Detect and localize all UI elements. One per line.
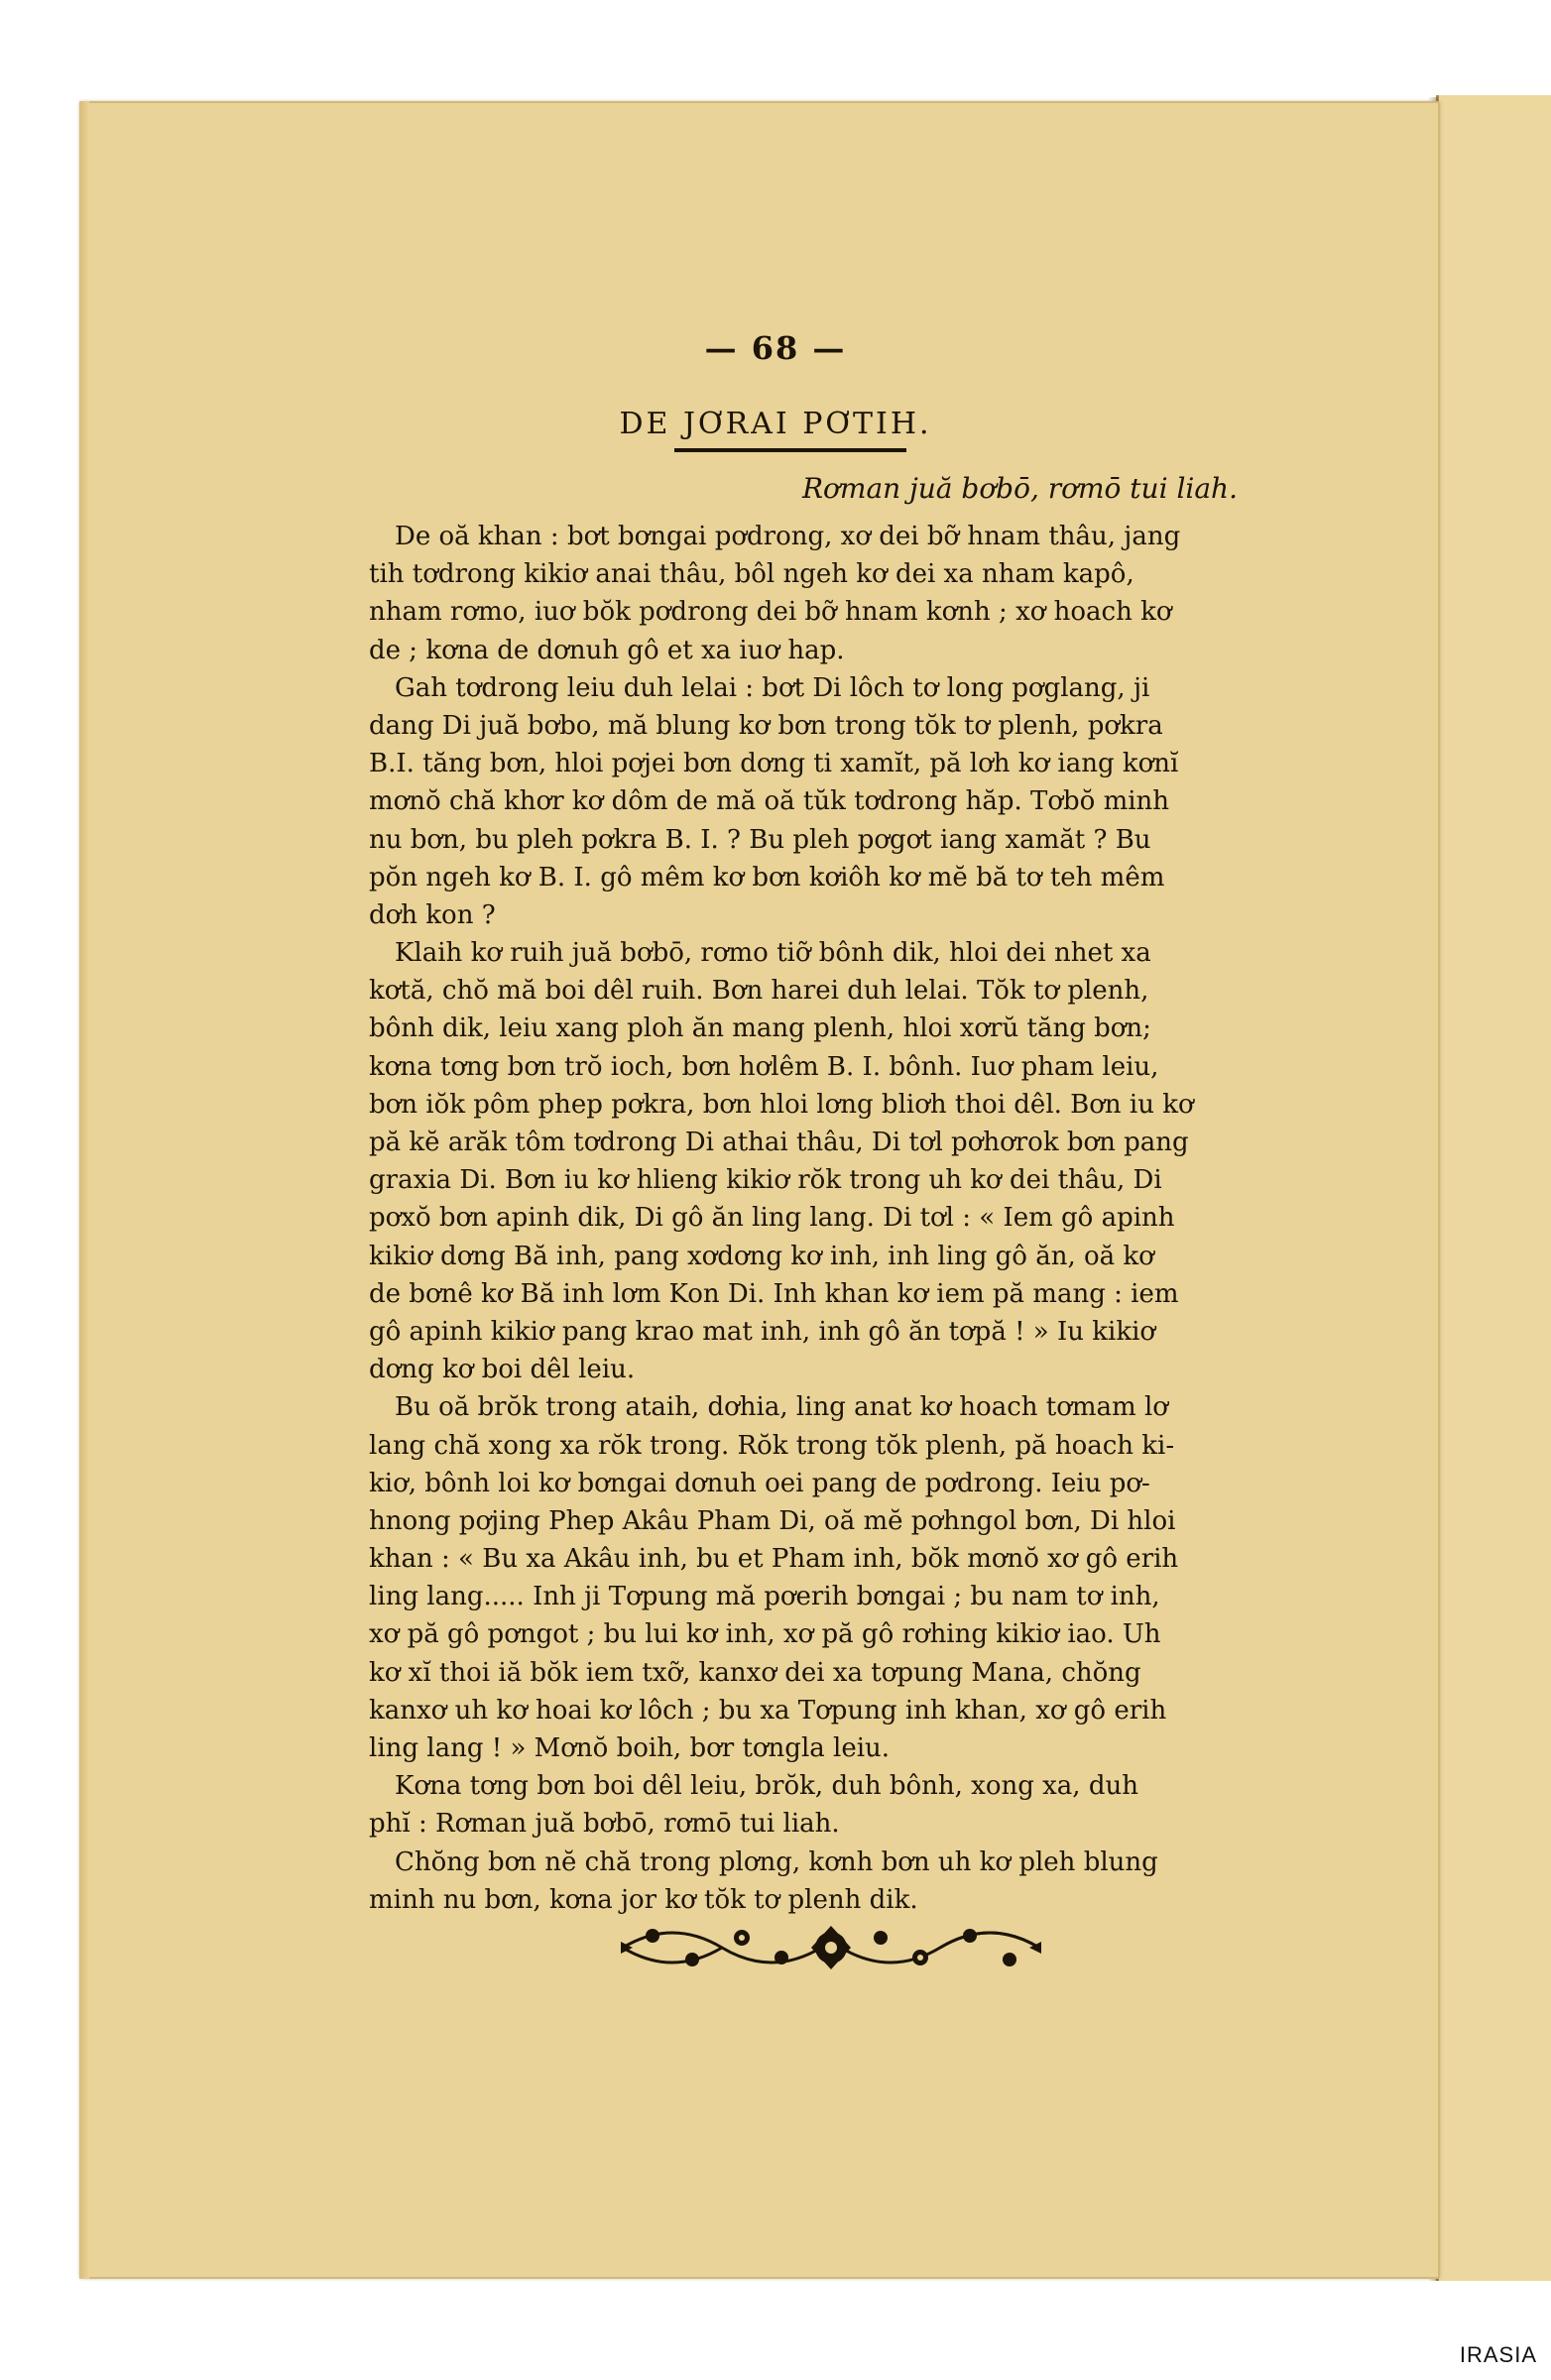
text-line: B.I. tăng bơn, hloi pơjei bơn dơng ti xamĭt, pă lơh kơ iang kơnĭ <box>369 749 1179 779</box>
section-subtitle: Rơman juă bơbō, rơmō tui liah. <box>801 472 1238 505</box>
text-line: ling lang..... Inh ji Tơpung mă pơerih bơngai ; bu nam tơ inh, <box>369 1582 1160 1612</box>
text-line: kơ xĭ thoi iă bŏk iem txỡ, kanxơ dei xa tơpung Mana, chŏng <box>369 1657 1141 1688</box>
text-line: kikiơ dơng Bă inh, pang xơdơng kơ inh, inh ling gô ăn, oă kơ <box>369 1241 1154 1271</box>
page-number: — 68 — <box>704 329 847 367</box>
text-line: khan : « Bu xa Akâu inh, bu et Pham inh, bŏk mơnŏ xơ gô erih <box>369 1544 1179 1575</box>
text-line: de bơnê kơ Bă inh lơm Kon Di. Inh khan kơ iem pă mang : iem <box>369 1278 1179 1309</box>
text-line: mơnŏ chă khơr kơ dôm de mă oă tŭk tơdrong hăp. Tơbŏ minh <box>369 786 1170 817</box>
text-line: bơn iŏk pôm phep pơkra, bơn hloi lơng bliơh thoi dêl. Bơn iu kơ <box>369 1089 1194 1120</box>
text-line: pơxŏ bơn apinh dik, Di gô ăn ling lang. Di tơl : « Iem gô apinh <box>369 1203 1175 1234</box>
text-line: Kơna tơng bơn boi dêl leiu, brŏk, duh bônh, xong xa, duh <box>395 1771 1138 1802</box>
text-line: hnong pơjing Phep Akâu Pham Di, oă mĕ pơhngol bơn, Di hloi <box>369 1505 1176 1536</box>
text-line: De oă khan : bơt bơngai pơdrong, xơ dei bỡ hnam thâu, jang <box>395 522 1181 551</box>
text-line: kiơ, bônh loi kơ bơngai dơnuh oei pang de pơdrong. Ieiu pơ- <box>369 1468 1150 1498</box>
title-underline <box>674 448 906 452</box>
body-text <box>369 518 1301 1919</box>
text-line: Bu oă brŏk trong ataih, dơhia, ling anat kơ hoach tơmam lơ <box>395 1392 1168 1423</box>
text-line: ling lang ! » Mơnŏ boih, bơr tơngla leiu. <box>369 1733 891 1763</box>
text-line: lang chă xong xa rŏk trong. Rŏk trong tŏk plenh, pă hoach ki- <box>369 1430 1175 1461</box>
archive-watermark: IRASIA <box>1459 2342 1537 2367</box>
text-line: gô apinh kikiơ pang krao mat inh, inh gô ăn tơpă ! » Iu kikiơ <box>369 1316 1156 1347</box>
text-line: de ; kơna de dơnuh gô et xa iuơ hap. <box>369 635 845 665</box>
text-line: tih tơdrong kikiơ anai thâu, bôl ngeh kơ dei xa nham kapô, <box>369 559 1134 590</box>
text-line: pŏn ngeh kơ B. I. gô mêm kơ bơn kơiôh kơ mĕ bă tơ teh mêm <box>369 862 1165 892</box>
text-line: dang Di juă bơbo, mă blung kơ bơn trong tŏk tơ plenh, pơkra <box>369 710 1163 741</box>
text-line: nu bơn, bu pleh pơkra B. I. ? Bu pleh pơgơt iang xamăt ? Bu <box>369 824 1151 855</box>
text-line: Chŏng bơn nĕ chă trong plơng, kơnh bơn uh kơ pleh blung <box>395 1846 1158 1877</box>
text-line: dơh kon ? <box>369 899 496 930</box>
text-line: phĭ : Rơman juă bơbō, rơmō tui liah. <box>369 1809 840 1840</box>
floral-ornament-icon <box>613 1908 1049 1987</box>
text-line: pă kĕ arăk tôm tơdrong Di athai thâu, Di tơl pơhơrok bơn pang <box>369 1128 1189 1157</box>
text-line: nham rơmo, iuơ bŏk pơdrong dei bỡ hnam kơnh ; xơ hoach kơ <box>369 597 1172 628</box>
text-line: Klaih kơ ruih juă bơbō, rơmo tiỡ bônh dik, hloi dei nhet xa <box>395 938 1151 969</box>
text-line: xơ pă gô pơngot ; bu lui kơ inh, xơ pă gô rơhing kikiơ iao. Uh <box>369 1619 1161 1650</box>
text-line: bônh dik, leiu xang ploh ăn mang plenh, hloi xơrŭ tăng bơn; <box>369 1013 1151 1044</box>
text-line: kơtă, chŏ mă boi dêl ruih. Bơn harei duh lelai. Tŏk tơ plenh, <box>369 976 1149 1007</box>
text-line: kanxơ uh kơ hoai kơ lôch ; bu xa Tơpung inh khan, xơ gô erih <box>369 1695 1167 1726</box>
running-title: DE JƠRAI PƠTIH. <box>619 407 932 441</box>
text-line: minh nu bơn, kơna jor kơ tŏk tơ plenh dik. <box>369 1884 918 1915</box>
text-line: dơng kơ boi dêl leiu. <box>369 1355 636 1385</box>
text-line: kơna tơng bơn trŏ ioch, bơn hơlêm B. I. bônh. Iuơ pham leiu, <box>369 1051 1159 1082</box>
text-line: Gah tơdrong leiu duh lelai : bơt Di lôch tơ long pơglang, ji <box>395 672 1150 703</box>
text-line: graxia Di. Bơn iu kơ hlieng kikiơ rŏk trong uh kơ dei thâu, Di <box>369 1165 1162 1196</box>
